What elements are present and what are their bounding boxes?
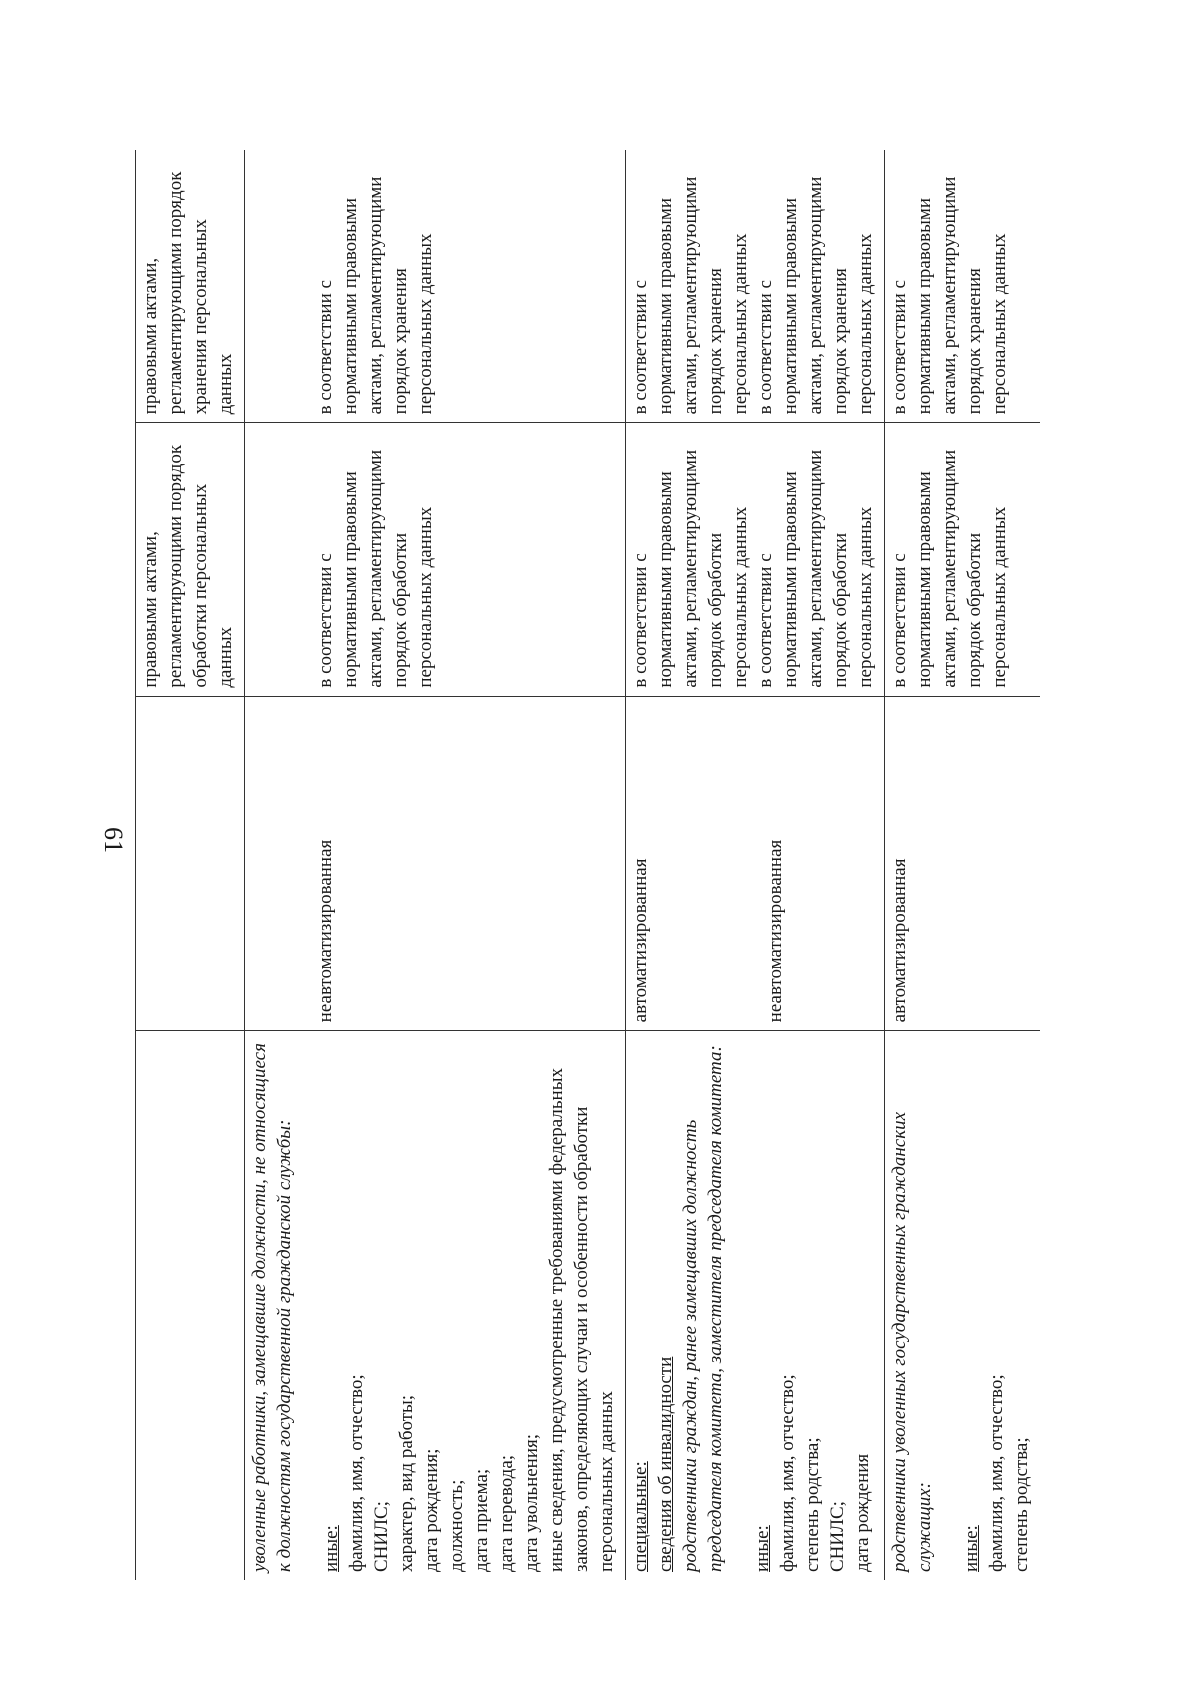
list-item: СНИЛС;: [371, 1501, 392, 1572]
personal-data-table: [135, 150, 1040, 1580]
category-cell: [885, 1031, 1041, 1580]
list-item: сведения об инвалидности: [655, 1356, 676, 1572]
storage-text: в соответствии с нормативными правовыми актами, регламентирующими порядок хранения персональных данных: [755, 176, 876, 415]
rotated-table-container: [135, 150, 1075, 1580]
page-number: 61: [99, 827, 128, 853]
table-row-carryover: [136, 150, 245, 1580]
list-item: степень родства;: [1011, 1437, 1032, 1572]
storage-cell: [626, 150, 885, 423]
group-label: иные:: [321, 1525, 342, 1572]
list-item: характер, вид работы;: [396, 1394, 417, 1572]
list-item: дата рождения;: [421, 1448, 442, 1572]
processing-cell: [245, 423, 626, 696]
method-label: неавтоматизированная: [315, 839, 336, 1023]
method-label: неавтоматизированная: [765, 839, 786, 1023]
storage-cell: [245, 150, 626, 423]
category-cell: [245, 1031, 626, 1580]
group-label: специальные:: [630, 1461, 651, 1572]
category-cell: [626, 1031, 885, 1580]
method-label: автоматизированная: [630, 858, 651, 1023]
list-item: дата увольнения;: [521, 1433, 542, 1572]
list-item: дата приема;: [471, 1468, 492, 1572]
storage-text: в соответствии с нормативными правовыми актами, регламентирующими порядок хранения персональных данных: [889, 176, 1010, 415]
table-row: [626, 150, 885, 1580]
carryover-storage-cell: правовыми актами, регламентирующими порядок хранения персональных данных: [136, 150, 245, 423]
method-cell: [885, 696, 1041, 1031]
list-item: дата рождения: [852, 1453, 873, 1572]
list-item: степень родства;: [802, 1437, 823, 1572]
storage-text: в соответствии с нормативными правовыми актами, регламентирующими порядок хранения персональных данных: [315, 176, 436, 415]
method-cell: [626, 696, 885, 1031]
list-item: фамилия, имя, отчество;: [346, 1374, 367, 1572]
category-title: родственники граждан, ранее замещавших должность председателя комитета, заместителя председателя комитета:: [680, 1045, 726, 1572]
method-cell: [245, 696, 626, 1031]
carryover-method-cell: [136, 696, 245, 1031]
storage-text: в соответствии с нормативными правовыми актами, регламентирующими порядок хранения персональных данных: [630, 176, 751, 415]
carryover-processing-cell: правовыми актами, регламентирующими порядок обработки персональных данных: [136, 423, 245, 696]
group-label: иные:: [961, 1525, 982, 1572]
processing-text: в соответствии с нормативными правовыми актами, регламентирующими порядок обработки персональных данных: [630, 449, 751, 688]
list-item: фамилия, имя, отчество;: [777, 1374, 798, 1572]
list-item: фамилия, имя, отчество;: [986, 1374, 1007, 1572]
storage-cell: [885, 150, 1041, 423]
carryover-category-cell: [136, 1031, 245, 1580]
processing-text: в соответствии с нормативными правовыми актами, регламентирующими порядок обработки персональных данных: [889, 449, 1010, 688]
group-label: иные:: [752, 1525, 773, 1572]
category-title: родственники уволенных государственных гражданских служащих:: [889, 1111, 935, 1572]
method-label: автоматизированная: [889, 858, 910, 1023]
processing-text: в соответствии с нормативными правовыми актами, регламентирующими порядок обработки персональных данных: [315, 449, 436, 688]
list-item: дата перевода;: [496, 1454, 517, 1572]
list-item: иные сведения, предусмотренные требованиями федеральных законов, определяющих случаи и особенности обработки персональных данных: [546, 1068, 617, 1572]
processing-text: в соответствии с нормативными правовыми актами, регламентирующими порядок обработки персональных данных: [755, 449, 876, 688]
category-title: уволенные работники, замещавшие должности, не относящиеся к должностям государственной гражданской службы:: [249, 1043, 295, 1572]
table-row: [245, 150, 626, 1580]
list-item: должность;: [446, 1479, 467, 1572]
processing-cell: [885, 423, 1041, 696]
list-item: СНИЛС;: [827, 1501, 848, 1572]
table-row: [885, 150, 1041, 1580]
processing-cell: [626, 423, 885, 696]
